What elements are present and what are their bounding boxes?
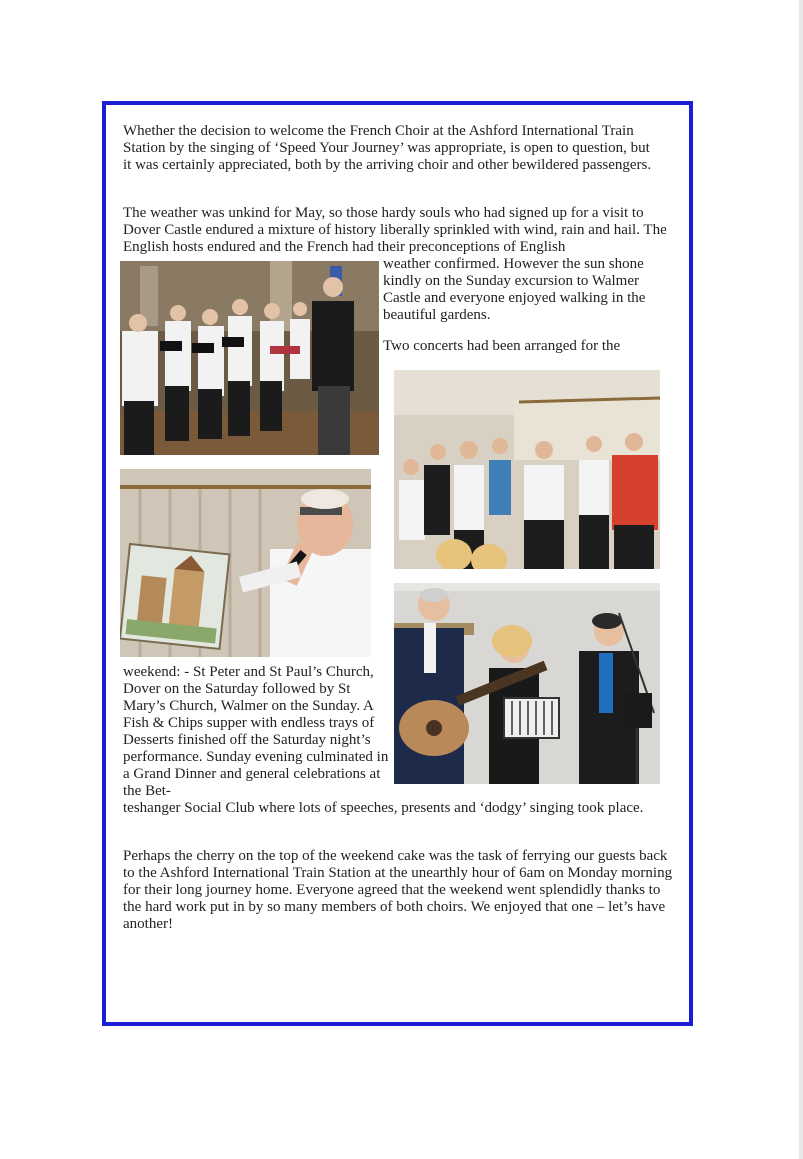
paragraph-farewell: Perhaps the cherry on the top of the weekend cake was the task of ferrying our guests back to the Ashford International Train Station at the unearthly hour of 6am on Monday morning for their long journey home. Everyone agreed that the weekend went splendidly thanks to the hard work put in by so many members of both choirs. We enjoyed that one – let’s have another! bbox=[123, 848, 673, 932]
photo-choir-in-church bbox=[120, 261, 379, 455]
photo-speaker-with-painting bbox=[120, 469, 371, 657]
paragraph-concerts-continued: teshanger Social Club where lots of speeches, presents and ‘dodgy’ singing took place. bbox=[123, 800, 644, 816]
paragraph-concerts-start: Two concerts had been arranged for the bbox=[383, 338, 621, 354]
photo-musicians bbox=[394, 583, 660, 784]
paragraph-weather: The weather was unkind for May, so those hardy souls who had signed up for a visit to Dover Castle endured a mixture of history liberally sprinkled with wind, rain and hail. The English hosts endured and the French had their preconceptions of English bbox=[123, 205, 667, 255]
page-edge-shadow bbox=[799, 0, 803, 1159]
paragraph-concerts: weekend: - St Peter and St Paul’s Church, Dover on the Saturday followed by St Mary’s Church, Walmer on the Sunday. A Fish & Chips supper with endless trays of Desserts finished off the Saturday night’s performance. Sunday evening culminated in a Grand Dinner and general celebrations at the Bet- bbox=[123, 664, 389, 799]
paragraph-intro: Whether the decision to welcome the French Choir at the Ashford International Train Station by the singing of ‘Speed Your Journey’ was appropriate, is open to question, but it was certainly appreciated, both by the arriving choir and other bewildered passengers. bbox=[123, 123, 652, 173]
photo-choir-in-hall bbox=[394, 370, 660, 569]
paragraph-weather-continued: weather confirmed. However the sun shone kindly on the Sunday excursion to Walmer Castle and everyone enjoyed walking in the beautiful gardens. bbox=[383, 256, 646, 323]
